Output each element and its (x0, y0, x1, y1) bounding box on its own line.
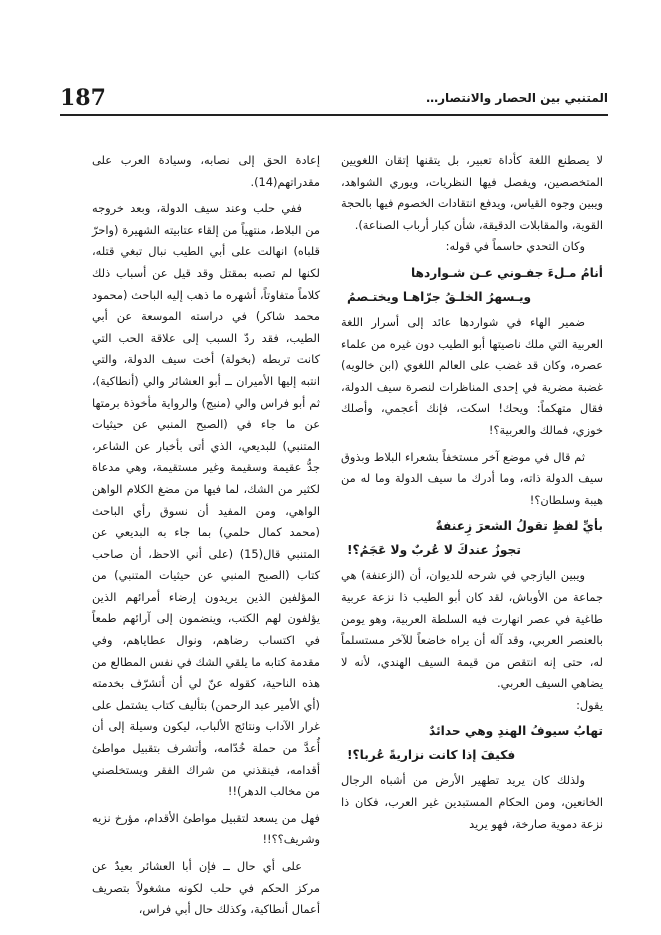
left-text-column (92, 150, 320, 921)
verse-hemistich-second: ويـسهرُ الخلـقُ جرّاهـا ويختـصمُ (347, 289, 532, 304)
poem-verse (341, 261, 603, 309)
paragraph: ضمير الهاء في شواردها عائد إلى أسرار اللغة العربية التي ملك ناصيتها أبو الطيب دون غيره من علماء عصره، وكان قد غضب على العالم اللغوي (ابن خالويه) غضبة مضرية في إحدى المناظرات لنصرة سيف الدولة، فقال متهكماً: ويحك! اسكت، فإنك أعجمي، وأصلك خوزي، فمالك والعربية؟! (341, 314, 603, 437)
poem-verse (341, 514, 603, 562)
paragraph: فهل من يسعد لتقبيل مواطئ الأقدام، مؤرخ نزيه وشريف؟؟!! (92, 810, 320, 847)
running-title: المتنبي بين الحصار والانتصار… (426, 91, 608, 105)
verse-intro: يقول: (576, 697, 603, 712)
paragraph: ولذلك كان يريد تطهير الأرض من أشباه الرجال الخانعين، ومن الحكام المستبدين غير العرب، فكان ذا نزعة دموية صارخة، فهو يريد (341, 773, 603, 831)
verse-hemistich-second: تجوزُ عندكَ لا عُربٌ ولا عَجَمُ؟! (347, 543, 521, 558)
paragraph: على أي حال ــ فإن أبا العشائر بعيدٌ عن مركز الحكم في حلب لكونه مشغولاً بتصريف أعمال أنطاكية، وكذلك حال أبي فراس، (92, 859, 320, 917)
page-number: 187 (60, 85, 106, 111)
paragraph: وكان التحدي حاسماً في قوله: (445, 239, 585, 254)
paragraph: ففي حلب وعند سيف الدولة، وبعد خروجه من البلاط، منتهياً من إلقاء عتابيته الشهيرة (واحرّ قلباه) انهالت على أبي الطيب نبال تبغي قتله، لكنها لم تصبه بمقتل وقد قيل عن أسباب ذلك كلاماً متفاوتاً، أشهره ما ذهب إليه الباحث (محمود محمد شاكر) في دراسته الموسعة عن أبي الطيب، فقد ردّ السبب إلى علاقة الحب التي كانت تربطه (بخولة) أخت سيف الدولة، والتي انتبه إليها الأميران ــ أبو العشائر والي (أنطاكية)، ثم أبو فراس والي (منبج) والرواية مأخوذة برمتها عن ما جاء في (الصبح المنبي عن حيثيات المتنبي) للبديعي، الذي أتى بأخبار عن الشاعر، جدُّ عقيمة وسقيمة وغير مستقيمة، وهي مدعاة لكثير من الشك، لما فيها من مضغ الكلام الواهن الواهي، ومن المفيد أن نسوق رأي الباحث (محمد كمال حلمي) بما جاء به البديعي عن المتنبي قال(15) (على أني الاحظ، أن صاحب كتاب (الصبح المنبي عن حيثيات المتنبي) من المؤلفين الذين يريدون إرضاء أمرائهم الذين يؤلفون لهم الكتب، وينضمون إلى آرائهم طمعاً في اكتساب رضاهم، ونوال عطاياهم، وفي مقدمة كتابه ما يلقي الشك في نفس المطالع من هذه الناحية، كقوله عنّ لي أن أتشرّف بخدمته (أي الأمير عبد الرحمن) بتأليف كتاب يشتمل على غرار الآداب ونتائج الألباب، ليكون وسيلة إلى أن أُعدَّ من حملة خُدّامه، وأتشرف بتقبيل مواطئ أقدامه، فينقذني من شراك الفقر ويستخلصني من مخالب الدهر)!! (92, 201, 320, 799)
paragraph: ثم قال في موضع آخر مستخفاً بشعراء البلاط وبذوق سيف الدولة ذاته، وما أدرك ما سيف الدولة وما له من هيبة وسلطان؟! (341, 449, 603, 507)
poem-verse (341, 719, 603, 767)
paragraph: لا يصطنع اللغة كأداة تعبير، بل يتقنها إتقان اللغويين المتخصصين، ويفصل فيها النظريات، ويوري الشواهد، ويبين وجوه القياس، ويدفع انتقادات الخصوم فيها بالحجة القوية، والمقابلات الدقيقة، شأن كبار أرباب الصناعة). (341, 153, 603, 232)
verse-hemistich-first: أنامُ مـلءَ جفـوني عـن شـواردها (410, 265, 603, 280)
verse-hemistich-second: فكيفَ إذا كانت نزاريةً عُربا؟! (347, 748, 516, 763)
verse-hemistich-first: بأيِّ لفظٍ تقولُ الشعرَ زِعنفةٌ (435, 519, 603, 534)
page-header (60, 84, 608, 116)
paragraph: ويبين اليازجي في شرحه للديوان، أن (الزعنفة) هي جماعة من الأوباش، لقد كان أبو الطيب ذا نزعة عربية طاغية في عصر انهارت فيه السلطة العربية، وهو يومن بالعنصر العربي، وقد آله أن يراه خاضعاً للآخر مستسلماً له، حتى إنه انتقص من قيمة السيف الهندي، لأنه لا يضاهي السيف العربي. (341, 568, 603, 691)
verse-hemistich-first: تهابُ سيوفُ الهندِ وهي حدائدٌ (429, 724, 603, 739)
paragraph: إعادة الحق إلى نصابه، وسيادة العرب على مقدراتهم(14). (92, 153, 320, 189)
right-text-column (341, 150, 603, 835)
